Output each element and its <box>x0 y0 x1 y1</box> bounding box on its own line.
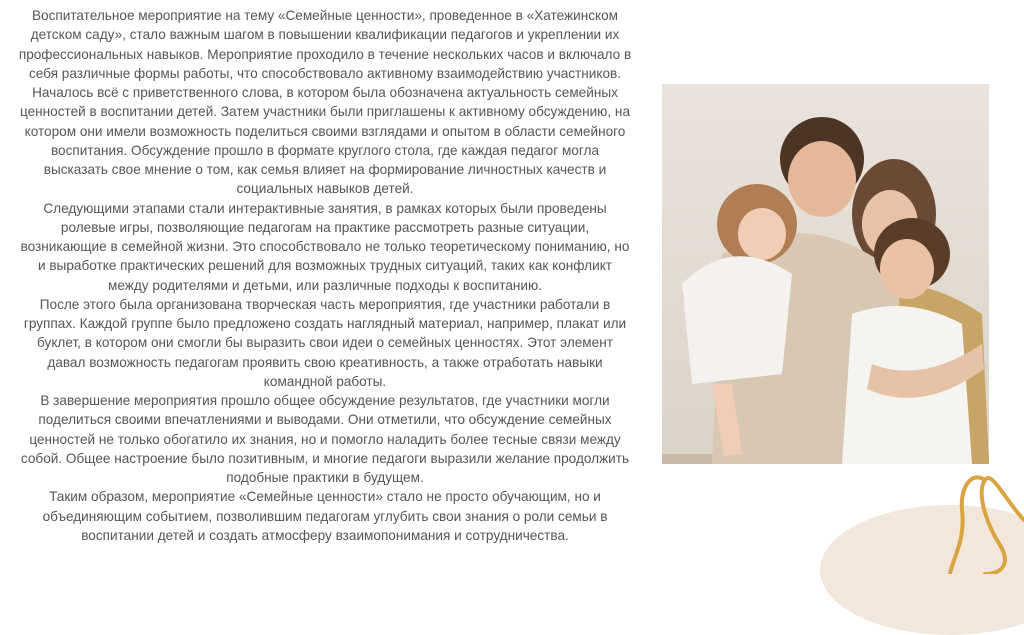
paragraph-start: Началось всё с приветственного слова, в котором была обозначена актуальность семейных ценностей в воспитании детей. Затем участники были приглашены к активному обсуждению, на котором они имели возможность поделиться своими взглядами и опытом в области семейного воспитания. Обсуждение прошло в формате круглого стола, где каждая педагог могла высказать свое мнение о том, как семья влияет на формирование личностных качеств и социальных навыков детей. <box>19 85 631 197</box>
article-text <box>18 6 632 545</box>
paragraph-conclusion: В завершение мероприятия прошло общее обсуждение результатов, где участники могли поделиться своими впечатлениями и выводами. Они отметили, что обсуждение семейных ценностей не только обогатило их знания, но и помогло наладить более тесные связи между собой. Общее настроение было позитивным, и многие педагоги выразили желание продолжить подобные практики в будущем. <box>20 393 630 485</box>
decorative-blob <box>820 505 1024 635</box>
paragraph-intro: Воспитательное мероприятие на тему «Семейные ценности», проведенное в «Хатежинском детском саду», стало важным шагом в повышении квалификации педагогов и укреплении их профессиональных навыков. Мероприятие проходило в течение нескольких часов и включало в себя различные формы работы, что способствовало активному взаимодействию участников. <box>18 8 632 81</box>
paragraph-roleplay: Следующими этапами стали интерактивные занятия, в рамках которых были проведены ролевые игры, позволяющие педагогам на практике рассмотреть разные ситуации, возникающие в семейной жизни. Это способствовало не только теоретическому пониманию, но и выработке практических решений для возможных трудных ситуаций, таких как конфликт между родителями и детьми, или различные подходы к воспитанию. <box>20 200 630 293</box>
paragraph-creative: После этого была организована творческая часть мероприятия, где участники работали в группах. Каждой группе было предложено создать наглядный материал, например, плакат или буклет, в котором они смогли бы выразить свои идеи о семейных ценностях. Этот элемент давал возможность педагогам проявить свою креативность, а также отработать навыки командной работы. <box>23 296 627 389</box>
family-hug-photo-icon <box>662 84 989 464</box>
paragraph-summary: Таким образом, мероприятие «Семейные ценности» стало не просто обучающим, но и объединяющим событием, позволившим педагогам углубить свои знания о роли семьи в воспитании детей и создать атмосферу взаимопонимания и сотрудничества. <box>42 489 608 543</box>
family-photo <box>662 84 989 464</box>
